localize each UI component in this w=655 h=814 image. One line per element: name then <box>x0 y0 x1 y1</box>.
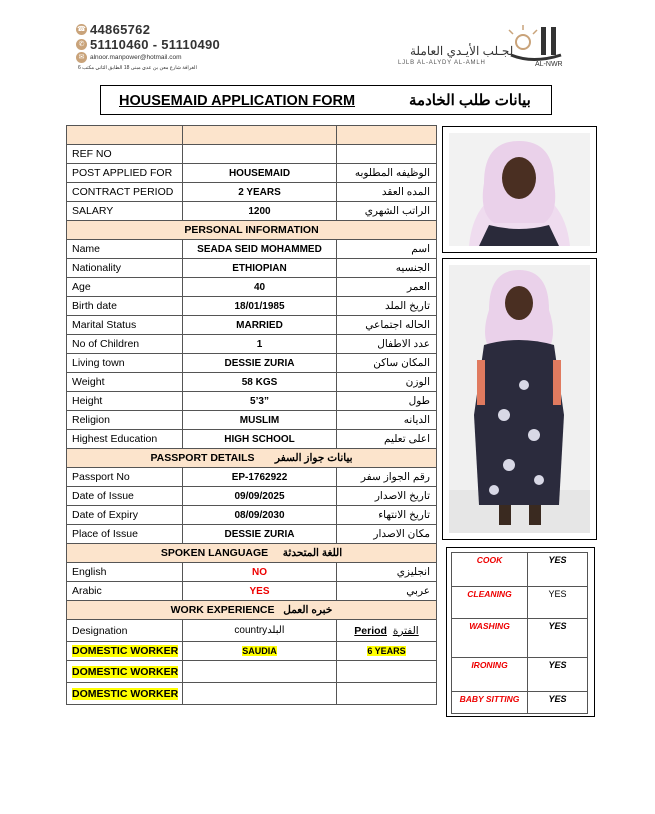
skill-row <box>452 587 588 619</box>
table-row <box>67 563 437 582</box>
passport-heading-en: PASSPORT DETAILS <box>150 452 255 464</box>
experience-columns-row <box>67 620 437 642</box>
table-row <box>67 582 437 601</box>
phone-row-2 <box>76 37 246 52</box>
passport-heading <box>67 449 437 468</box>
experience-period <box>337 683 437 705</box>
field-label-ar: المكان ساكن <box>337 354 437 373</box>
post-label: POST APPLIED FOR <box>67 164 183 183</box>
table-row <box>67 354 437 373</box>
experience-designation <box>67 683 183 705</box>
full-body-photo <box>442 258 597 540</box>
post-value: HOUSEMAID <box>183 164 337 183</box>
experience-country <box>183 661 337 683</box>
skill-value: YES <box>528 692 588 714</box>
field-label-ar: تاريخ الانتهاء <box>337 506 437 525</box>
period-text: 6 YEARS <box>367 646 406 656</box>
field-value: 40 <box>183 278 337 297</box>
period-col-ar: الفترة <box>392 624 419 637</box>
designation-text: DOMESTIC WORKER <box>72 665 179 678</box>
table-row <box>67 525 437 544</box>
form-title <box>100 85 552 115</box>
field-label-ar: عربي <box>337 582 437 601</box>
form-title-arabic: بيانات طلب الخادمة <box>409 92 531 109</box>
field-value: MUSLIM <box>183 411 337 430</box>
field-label: Birth date <box>67 297 183 316</box>
application-table <box>66 125 437 705</box>
passport-heading-ar: بيانات جواز السفر <box>274 452 353 464</box>
field-label-ar: مكان الاصدار <box>337 525 437 544</box>
phone-number-2: 51110460 - 51110490 <box>90 37 221 52</box>
table-row <box>67 683 437 705</box>
field-label: Age <box>67 278 183 297</box>
field-label: Weight <box>67 373 183 392</box>
email-row <box>76 52 246 63</box>
skill-name: CLEANING <box>452 587 528 619</box>
contract-value: 2 YEARS <box>183 183 337 202</box>
experience-heading-ar: خبره العمل <box>283 604 333 616</box>
field-label-ar: الديانه <box>337 411 437 430</box>
salary-row <box>67 202 437 221</box>
field-label: Date of Expiry <box>67 506 183 525</box>
field-label-ar: تاريخ الاصدار <box>337 487 437 506</box>
field-label-ar: العمر <box>337 278 437 297</box>
logo-english-text: LJLB AL-ALYDY AL-AMLH <box>398 60 486 66</box>
country-col-en: country <box>234 625 268 636</box>
company-logo <box>395 22 580 72</box>
field-label-ar: الحاله اجتماعي <box>337 316 437 335</box>
skill-name: COOK <box>452 553 528 587</box>
period-col-header <box>337 620 437 642</box>
field-label: Marital Status <box>67 316 183 335</box>
skill-row <box>452 619 588 658</box>
personal-heading-row <box>67 221 437 240</box>
field-label: Passport No <box>67 468 183 487</box>
table-row <box>67 430 437 449</box>
passport-heading-row <box>67 449 437 468</box>
skill-row <box>452 692 588 714</box>
portrait-photo <box>442 126 597 253</box>
field-label: Religion <box>67 411 183 430</box>
skill-value: YES <box>528 587 588 619</box>
salary-label-ar: الراتب الشهري <box>337 202 437 221</box>
table-row <box>67 278 437 297</box>
experience-country <box>183 683 337 705</box>
experience-country <box>183 642 337 661</box>
field-value: MARRIED <box>183 316 337 335</box>
contact-block <box>76 22 246 71</box>
ref-row <box>67 145 437 164</box>
table-row <box>67 487 437 506</box>
skill-name: BABY SITTING <box>452 692 528 714</box>
table-row <box>67 468 437 487</box>
language-heading <box>67 544 437 563</box>
table-row <box>67 335 437 354</box>
field-value: 58 KGS <box>183 373 337 392</box>
language-heading-en: SPOKEN LANGUAGE <box>160 547 269 559</box>
skill-name: WASHING <box>452 619 528 658</box>
field-label-ar: اعلى تعليم <box>337 430 437 449</box>
designation-text: DOMESTIC WORKER <box>72 687 179 700</box>
contract-label-ar: المده العقد <box>337 183 437 202</box>
table-row <box>67 297 437 316</box>
skill-row <box>452 553 588 587</box>
table-row <box>67 373 437 392</box>
ref-value <box>183 145 337 164</box>
table-row <box>67 259 437 278</box>
designation-col-header: Designation <box>67 620 183 642</box>
field-value: HIGH SCHOOL <box>183 430 337 449</box>
form-title-english: HOUSEMAID APPLICATION FORM <box>119 93 356 109</box>
field-value: 18/01/1985 <box>183 297 337 316</box>
field-label-ar: انجليزي <box>337 563 437 582</box>
skills-table <box>451 552 588 714</box>
designation-text: DOMESTIC WORKER <box>72 645 179 657</box>
skill-value: YES <box>528 553 588 587</box>
experience-heading-en: WORK EXPERIENCE <box>170 604 275 616</box>
salary-value: 1200 <box>183 202 337 221</box>
experience-heading <box>67 601 437 620</box>
salary-label: SALARY <box>67 202 183 221</box>
field-label: Highest Education <box>67 430 183 449</box>
field-label-ar: عدد الاطفال <box>337 335 437 354</box>
table-row <box>67 661 437 683</box>
address: الغرافة شارع معن بن عدي مبنى 18 الطابق الثاني مكتب 6 <box>78 65 197 71</box>
table-row <box>67 411 437 430</box>
field-value: DESSIE ZURIA <box>183 525 337 544</box>
field-label-ar: اسم <box>337 240 437 259</box>
phone-icon: ☎ <box>77 26 86 33</box>
field-label-ar: الجنسيه <box>337 259 437 278</box>
field-label-ar: طول <box>337 392 437 411</box>
skill-name: IRONING <box>452 658 528 692</box>
language-heading-row <box>67 544 437 563</box>
ref-label-ar <box>337 145 437 164</box>
table-row <box>67 506 437 525</box>
field-value: 1 <box>183 335 337 354</box>
logo-arabic-text: لجـلب الأيـدي العاملة <box>410 44 514 58</box>
period-col-en: Period <box>354 624 387 637</box>
field-label: No of Children <box>67 335 183 354</box>
email-address: alnoor.manpower@hotmail.com <box>90 54 182 61</box>
field-value: 08/09/2030 <box>183 506 337 525</box>
table-row <box>67 392 437 411</box>
experience-designation <box>67 642 183 661</box>
skill-value: YES <box>528 658 588 692</box>
field-value: ETHIOPIAN <box>183 259 337 278</box>
language-heading-ar: اللغة المتحدثة <box>282 547 343 559</box>
field-value: EP-1762922 <box>183 468 337 487</box>
experience-designation <box>67 661 183 683</box>
experience-period <box>337 661 437 683</box>
email-icon: ✉ <box>76 52 87 63</box>
field-value: DESSIE ZURIA <box>183 354 337 373</box>
skill-value: YES <box>528 619 588 658</box>
field-value: 5’3” <box>183 392 337 411</box>
full-body-photo-image <box>449 265 590 533</box>
field-label: Arabic <box>67 582 183 601</box>
field-label: Living town <box>67 354 183 373</box>
post-label-ar: الوظيفه المطلوبه <box>337 164 437 183</box>
field-value: 09/09/2025 <box>183 487 337 506</box>
field-label-ar: رقم الجواز سفر <box>337 468 437 487</box>
country-col-ar: البلد <box>267 625 285 636</box>
country-col-header <box>183 620 337 642</box>
header-band-row <box>67 126 437 145</box>
field-value: YES <box>183 582 337 601</box>
ref-label: REF NO <box>67 145 183 164</box>
field-label: English <box>67 563 183 582</box>
field-label: Nationality <box>67 259 183 278</box>
country-text: SAUDIA <box>242 645 277 656</box>
logo-mark-text: AL-NWR <box>535 61 563 68</box>
experience-heading-row <box>67 601 437 620</box>
table-row <box>67 642 437 661</box>
portrait-photo-image <box>449 133 590 246</box>
field-value: SEADA SEID MOHAMMED <box>183 240 337 259</box>
field-label: Date of Issue <box>67 487 183 506</box>
field-label: Name <box>67 240 183 259</box>
table-row <box>67 240 437 259</box>
field-label-ar: تاريخ الملد <box>337 297 437 316</box>
post-row <box>67 164 437 183</box>
phone-row-1 <box>76 22 246 37</box>
table-row <box>67 316 437 335</box>
contract-row <box>67 183 437 202</box>
mobile-icon: ✆ <box>76 39 87 50</box>
field-label: Height <box>67 392 183 411</box>
field-label-ar: الوزن <box>337 373 437 392</box>
field-value: NO <box>183 563 337 582</box>
contract-label: CONTRACT PERIOD <box>67 183 183 202</box>
field-label: Place of Issue <box>67 525 183 544</box>
experience-period <box>337 642 437 661</box>
personal-heading: PERSONAL INFORMATION <box>67 221 437 240</box>
skill-row <box>452 658 588 692</box>
skills-panel <box>446 547 595 717</box>
phone-number-1: 44865762 <box>90 22 151 37</box>
